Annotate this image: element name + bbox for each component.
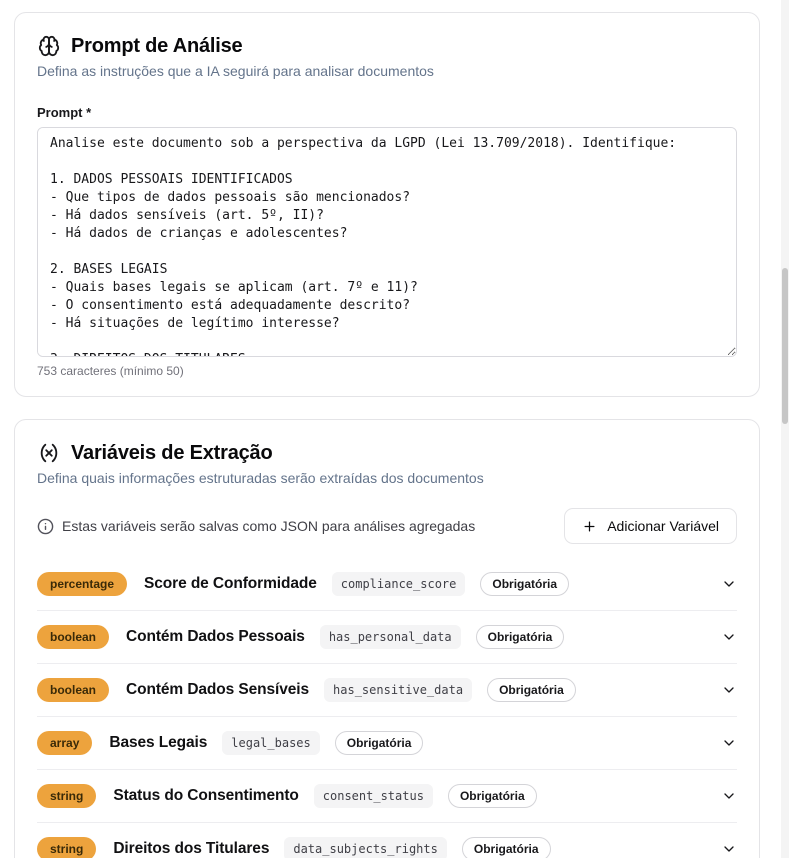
prompt-textarea[interactable] bbox=[37, 127, 737, 357]
prompt-card bbox=[14, 12, 760, 397]
variables-card bbox=[14, 419, 760, 858]
variable-type-badge: percentage bbox=[37, 572, 127, 596]
brain-icon bbox=[37, 34, 61, 58]
variables-card-header bbox=[37, 441, 737, 465]
variable-row[interactable] bbox=[37, 664, 737, 717]
variable-row[interactable] bbox=[37, 823, 737, 858]
info-row bbox=[37, 508, 737, 544]
required-badge: Obrigatória bbox=[335, 731, 424, 755]
required-badge: Obrigatória bbox=[476, 625, 565, 649]
variable-name: Status do Consentimento bbox=[113, 787, 299, 804]
variable-key-chip: legal_bases bbox=[222, 731, 319, 755]
variable-type-badge: string bbox=[37, 784, 96, 808]
variables-card-title: Variáveis de Extração bbox=[71, 441, 273, 464]
chevron-down-icon[interactable] bbox=[721, 735, 737, 751]
chevron-down-icon[interactable] bbox=[721, 788, 737, 804]
variables-card-subtitle: Defina quais informações estruturadas serão extraídas dos documentos bbox=[37, 470, 484, 486]
variable-type-badge: boolean bbox=[37, 678, 109, 702]
variable-row[interactable] bbox=[37, 770, 737, 823]
required-badge: Obrigatória bbox=[462, 837, 551, 858]
variable-key-chip: has_sensitive_data bbox=[324, 678, 472, 702]
chevron-down-icon[interactable] bbox=[721, 682, 737, 698]
variable-name: Bases Legais bbox=[109, 734, 208, 751]
variable-key-chip: has_personal_data bbox=[320, 625, 461, 649]
chevron-down-icon[interactable] bbox=[721, 629, 737, 645]
page-scrollbar[interactable] bbox=[781, 0, 789, 858]
variables-list bbox=[37, 558, 737, 858]
prompt-card-subtitle: Defina as instruções que a IA seguirá para analisar documentos bbox=[37, 63, 434, 79]
variable-name: Direitos dos Titulares bbox=[113, 840, 270, 857]
variable-name: Contém Dados Pessoais bbox=[126, 628, 305, 645]
variable-row[interactable] bbox=[37, 717, 737, 770]
variable-name: Score de Conformidade bbox=[144, 575, 317, 592]
variable-key-chip: compliance_score bbox=[332, 572, 466, 596]
variable-row[interactable] bbox=[37, 611, 737, 664]
variable-name: Contém Dados Sensíveis bbox=[126, 681, 310, 698]
variable-icon bbox=[37, 441, 61, 465]
plus-icon bbox=[582, 519, 597, 534]
prompt-card-header bbox=[37, 34, 737, 58]
variable-type-badge: boolean bbox=[37, 625, 109, 649]
page-scrollbar-thumb[interactable] bbox=[782, 268, 788, 424]
variable-type-badge: array bbox=[37, 731, 92, 755]
info-circle-icon bbox=[37, 518, 54, 535]
info-note bbox=[37, 518, 475, 535]
variable-row[interactable] bbox=[37, 558, 737, 611]
variable-key-chip: consent_status bbox=[314, 784, 433, 808]
char-count: 753 caracteres (mínimo 50) bbox=[37, 364, 184, 378]
variable-type-badge: string bbox=[37, 837, 96, 858]
chevron-down-icon[interactable] bbox=[721, 841, 737, 857]
required-badge: Obrigatória bbox=[448, 784, 537, 808]
variable-key-chip: data_subjects_rights bbox=[284, 837, 447, 858]
chevron-down-icon[interactable] bbox=[721, 576, 737, 592]
required-badge: Obrigatória bbox=[487, 678, 576, 702]
required-badge: Obrigatória bbox=[480, 572, 569, 596]
info-note-text: Estas variáveis serão salvas como JSON para análises agregadas bbox=[62, 518, 476, 534]
prompt-field-label: Prompt * bbox=[37, 105, 92, 120]
add-variable-button[interactable] bbox=[564, 508, 737, 544]
prompt-card-title: Prompt de Análise bbox=[71, 34, 243, 57]
add-variable-button-label: Adicionar Variável bbox=[607, 518, 719, 534]
